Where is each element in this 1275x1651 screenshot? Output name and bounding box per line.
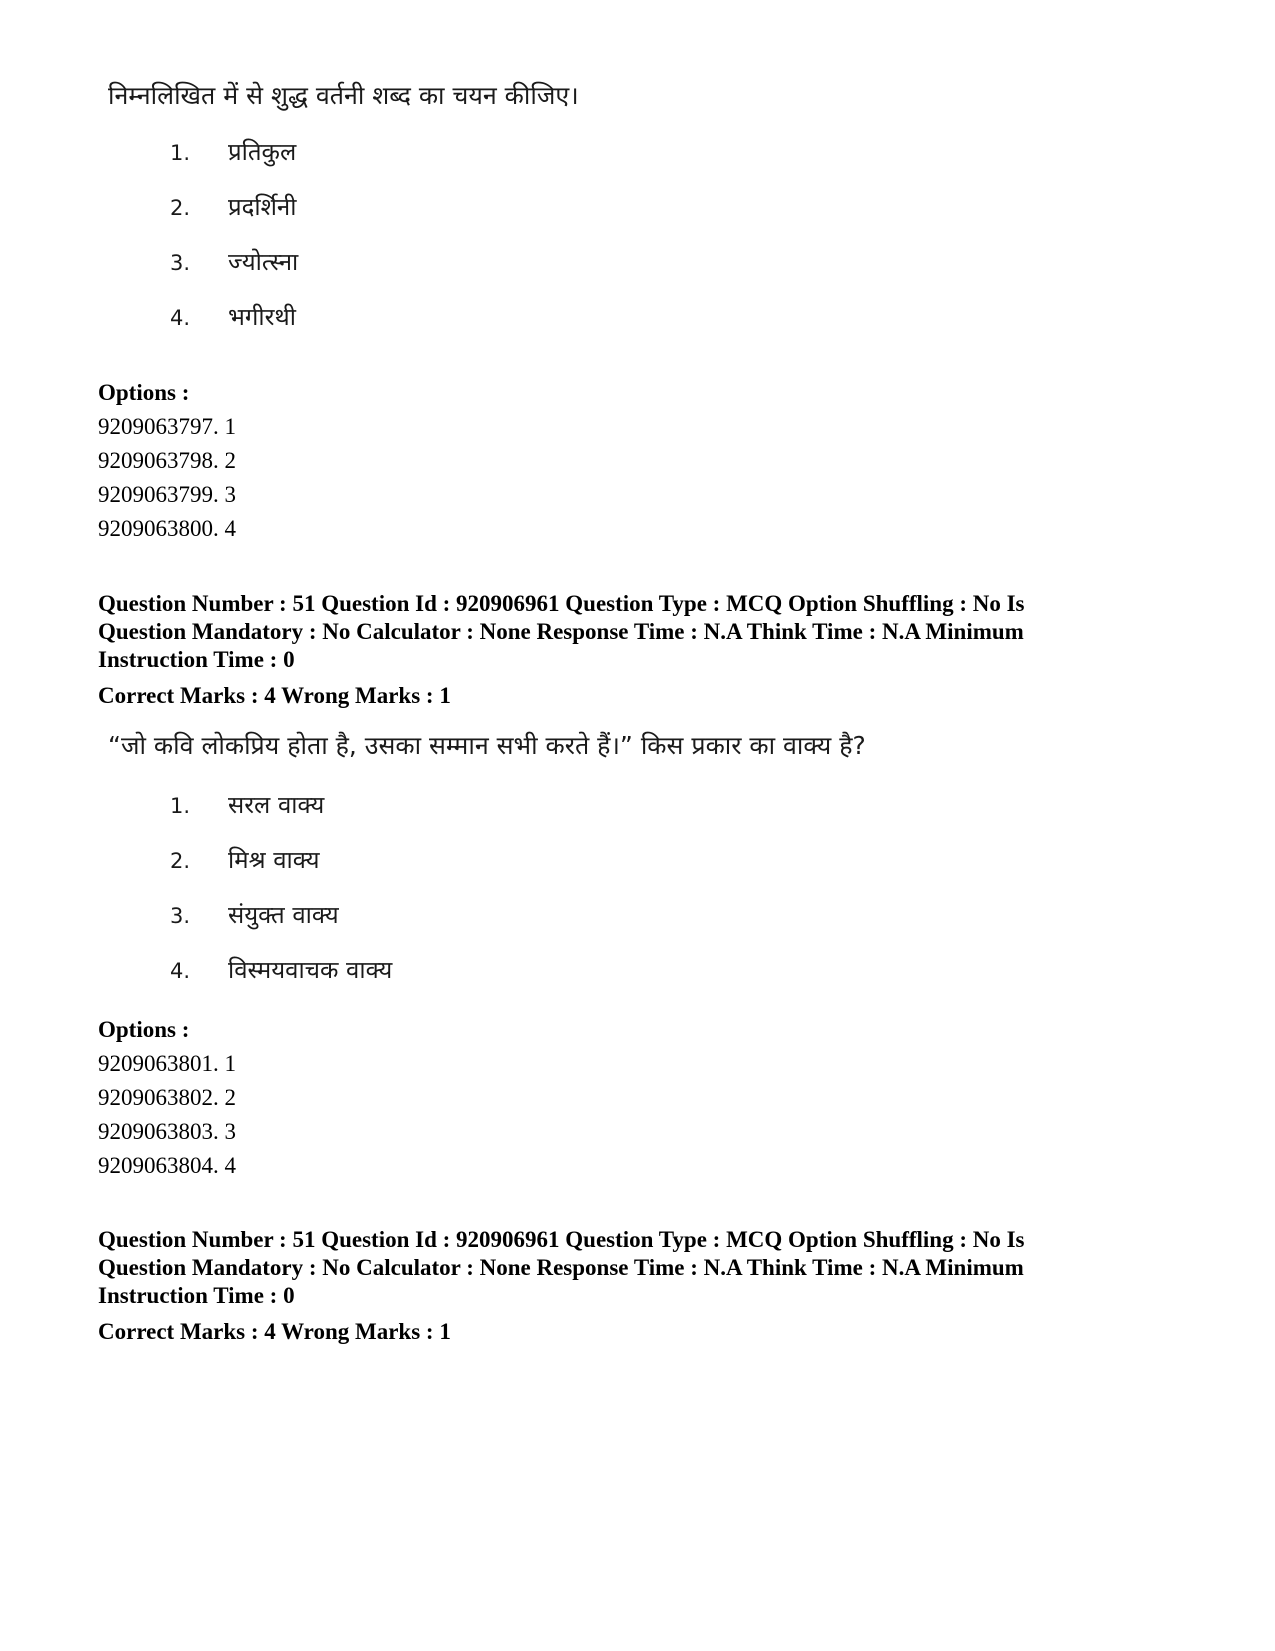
- meta-line: Question Number : 51 Question Id : 920906961 Question Type : MCQ Option Shuffling : No Is: [98, 1227, 1025, 1252]
- option-id-line: 9209063800. 4: [98, 516, 236, 541]
- choice-item: [170, 898, 339, 931]
- choice-number: 1.: [170, 794, 191, 818]
- question-meta: [98, 590, 1208, 674]
- choice-item: [170, 788, 324, 821]
- choice-text: संयुक्त वाक्य: [228, 901, 339, 929]
- question-text: निम्नलिखित में से शुद्ध वर्तनी शब्द का चयन कीजिए।: [108, 81, 579, 110]
- options-label: Options :: [98, 380, 190, 405]
- marks-line: Correct Marks : 4 Wrong Marks : 1: [98, 683, 451, 708]
- choice-text: मिश्र वाक्य: [228, 846, 320, 874]
- option-id-line: 9209063803. 3: [98, 1119, 236, 1144]
- meta-line: Question Mandatory : No Calculator : None Response Time : N.A Think Time : N.A Minimum: [98, 619, 1024, 644]
- option-id-line: 9209063802. 2: [98, 1085, 236, 1110]
- option-id-line: 9209063801. 1: [98, 1051, 236, 1076]
- choice-text: सरल वाक्य: [228, 791, 325, 819]
- choice-item: [170, 190, 296, 223]
- choice-number: 2.: [170, 196, 191, 220]
- choice-number: 4.: [170, 959, 191, 983]
- choice-number: 3.: [170, 904, 191, 928]
- choice-item: [170, 245, 298, 278]
- choice-item: [170, 300, 296, 333]
- choice-text: प्रदर्शिनी: [228, 193, 297, 221]
- meta-line: Question Number : 51 Question Id : 920906961 Question Type : MCQ Option Shuffling : No Is: [98, 591, 1025, 616]
- option-id-line: 9209063798. 2: [98, 448, 236, 473]
- options-label: Options :: [98, 1017, 190, 1042]
- choice-item: [170, 135, 296, 168]
- option-id-line: 9209063804. 4: [98, 1153, 236, 1178]
- choice-number: 3.: [170, 251, 191, 275]
- choice-number: 2.: [170, 849, 191, 873]
- option-id-line: 9209063799. 3: [98, 482, 236, 507]
- choice-text: ज्योत्स्ना: [228, 248, 299, 276]
- marks-line: Correct Marks : 4 Wrong Marks : 1: [98, 1319, 451, 1344]
- choice-number: 1.: [170, 141, 191, 165]
- option-id-line: 9209063797. 1: [98, 414, 236, 439]
- choice-item: [170, 843, 320, 876]
- meta-line: Question Mandatory : No Calculator : None Response Time : N.A Think Time : N.A Minimum: [98, 1255, 1024, 1280]
- choice-text: भगीरथी: [228, 303, 296, 331]
- choice-item: [170, 953, 392, 986]
- meta-line: Instruction Time : 0: [98, 647, 295, 672]
- choice-text: विस्मयवाचक वाक्य: [228, 956, 393, 984]
- choice-text: प्रतिकुल: [228, 138, 297, 166]
- choice-number: 4.: [170, 306, 191, 330]
- meta-line: Instruction Time : 0: [98, 1283, 295, 1308]
- question-meta: [98, 1226, 1208, 1310]
- question-text: “जो कवि लोकप्रिय होता है, उसका सम्मान सभी करते हैं।” किस प्रकार का वाक्य है?: [108, 731, 866, 760]
